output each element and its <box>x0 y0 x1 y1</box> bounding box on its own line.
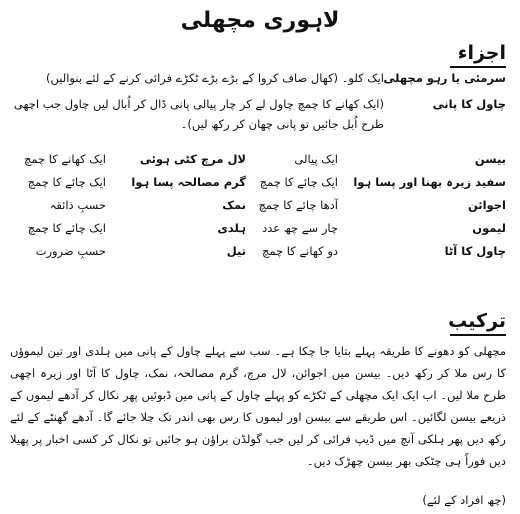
ingredient-qty: ایک چائے کا چمچ <box>259 175 338 189</box>
ingredient-name: اجوائن <box>467 198 506 212</box>
ingredient-text: ایک کلو۔ (کھال صاف کروا کے بڑے بڑے ٹکڑے فرائی کرنے کے لئے بنوالیں) <box>46 71 384 85</box>
ingredient-name: گرم مصالحہ پسا ہوا <box>131 175 246 189</box>
servings-note: (چھ افراد کے لئے) <box>422 493 506 507</box>
ingredients-heading-text: اجزاء <box>457 42 506 64</box>
method-paragraph <box>10 340 506 472</box>
ingredient-qty: ایک پیالی <box>294 152 338 166</box>
ingredient-name: چاول کا آٹا <box>444 244 506 258</box>
ingredient-row <box>10 217 506 240</box>
ingredient-name: نمک <box>222 198 246 212</box>
ingredient-name: سفید زیرہ بھنا اور پسا ہوا <box>353 175 506 189</box>
ingredient-qty: ایک چائے کا چمچ <box>27 221 106 235</box>
ingredient-name: لیموں <box>472 221 506 235</box>
ingredient-row <box>10 148 506 171</box>
ingredient-qty: ایک کھانے کا چمچ <box>23 152 106 166</box>
ingredient-name: تیل <box>226 244 246 258</box>
method-heading-underline <box>450 334 506 336</box>
ingredient-qty: ایک چائے کا چمچ <box>27 175 106 189</box>
ingredient-qty: حسبِ ذائقہ <box>49 198 106 212</box>
page-title: لاہوری مچھلی <box>180 8 340 33</box>
ingredient-text: (ایک کھانے کا چمچ چاول لے کر چار پیالی پانی ڈال کر اُبال لیں چاول جب اچھی طرح اُبل جائیں تو پانی چھان کر رکھ لیں)۔ <box>13 97 384 131</box>
ingredient-qty: چار سے چھ عدد <box>262 221 338 235</box>
method-heading <box>448 308 506 334</box>
method-text: مچھلی کو دھونے کا طریقہ پہلے بتایا جا چکا ہے۔ سب سے پہلے چاول کے پانی میں ہلدی اور تین لیموؤں کا رس ملا کر رکھ دیں۔ بیسن میں اجوائن، لال مرچ، گرم مصالحہ، نمک، چاول کا آٹا اور زیرہ اچھی طرح ملا لیں۔ اب ایک ایک مچھلی کے ٹکڑے کو پہلے چاول کے پانی میں ڈبوئیں پھر نکال کر آدھے لیموں کے ذریعے بیسن لگائیں۔ اس طریقے سے بیسن اور لیموں کا رس بھی اندر تک چلا جائے گا۔ آدھے گھنٹے کے لئے رکھ دیں پھر ہلکی آنچ میں ڈیپ فرائی کر لیں جب گولڈن براؤن ہو جائیں تو نکال کر کسی اخبار پر پھیلا دیں فوراً ہی چٹکی بھر بیسن چھڑک دیں۔ <box>10 344 506 468</box>
ingredient-intro-rice-water <box>10 94 506 138</box>
ingredients-heading <box>458 40 506 66</box>
ingredient-qty: حسبِ ضرورت <box>35 244 106 258</box>
ingredient-name: ہلدی <box>217 221 246 235</box>
method-heading-text: ترکیب <box>448 310 506 332</box>
ingredient-intro-fish <box>10 68 506 88</box>
ingredient-qty: آدھا چائے کا چمچ <box>258 198 338 212</box>
ingredient-row <box>10 240 506 263</box>
ingredients-grid <box>10 148 506 263</box>
ingredient-name: بیسن <box>474 152 506 166</box>
ingredient-row <box>10 171 506 194</box>
ingredient-label: چاول کا پانی <box>432 97 506 111</box>
ingredient-label: سرمئی یا رہو مچھلی <box>383 71 506 85</box>
ingredient-row <box>10 194 506 217</box>
ingredient-name: لال مرچ کٹی ہوئی <box>139 152 246 166</box>
ingredient-qty: دو کھانے کا چمچ <box>261 244 338 258</box>
